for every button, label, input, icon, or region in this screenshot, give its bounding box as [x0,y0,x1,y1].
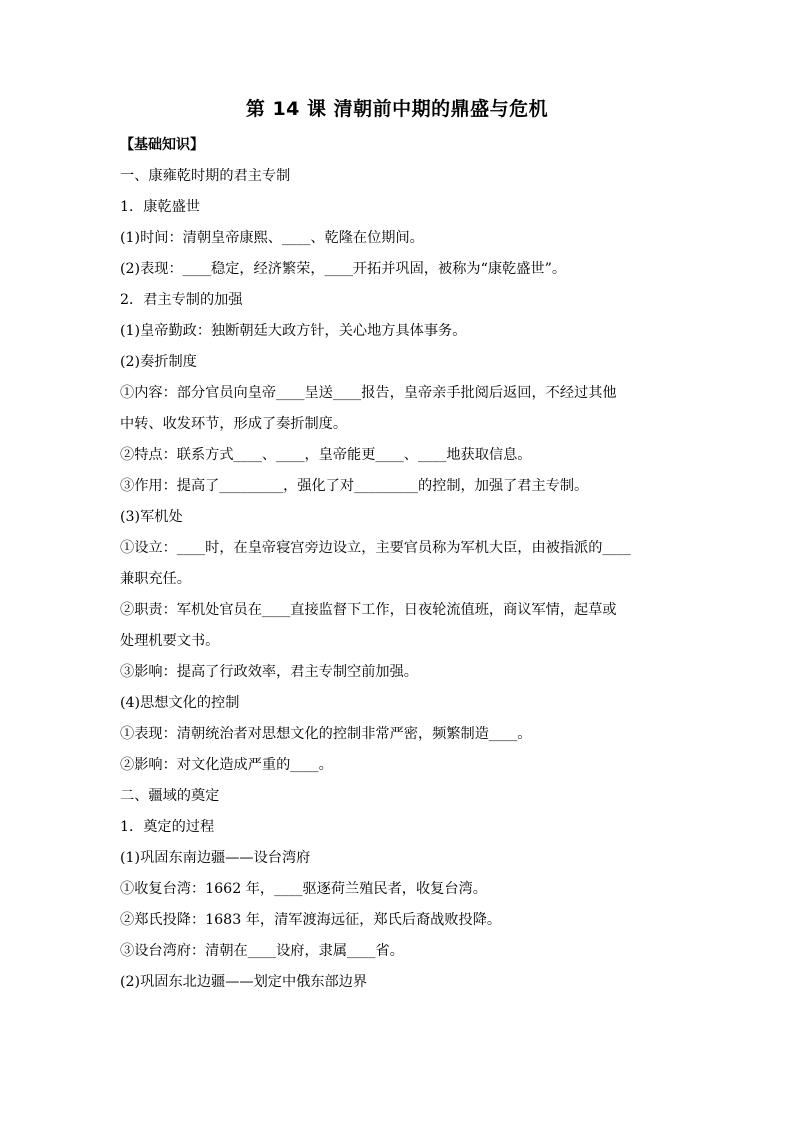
text-line: 处理机要文书。 [120,633,220,649]
text-line: ②郑氏投降：1683 年，清军渡海远征，郑氏后裔战败投降。 [120,912,502,928]
text-line: 1．康乾盛世 [120,199,200,215]
document-title: 第 14 课 清朝前中期的鼎盛与危机 [245,98,549,120]
text-line: ①内容：部分官员向皇帝____呈送____报告，皇帝亲手批阅后返回，不经过其他 [120,385,617,401]
text-line: ②职责：军机处官员在____直接监督下工作，日夜轮流值班，商议军情，起草或 [120,602,617,618]
text-line: (2)巩固东北边疆——划定中俄东部边界 [120,974,368,990]
section-heading: 【基础知识】 [120,137,204,153]
text-line: ①收复台湾：1662 年，____驱逐荷兰殖民者，收复台湾。 [120,881,487,897]
text-line: 2．君主专制的加强 [120,292,243,308]
text-line: 二、疆域的奠定 [120,788,220,804]
text-line: ③影响：提高了行政效率，君主专制空前加强。 [120,664,418,680]
text-line: (4)思想文化的控制 [120,695,240,711]
text-line: 一、康雍乾时期的君主专制 [120,168,291,184]
text-line: (2)表现：____稳定，经济繁荣，____开拓并巩固，被称为“康乾盛世”。 [120,261,567,277]
document-body [120,130,680,998]
text-line: ③设台湾府：清朝在____设府，隶属____省。 [120,943,404,959]
text-line: (2)奏折制度 [120,354,197,370]
text-line: 1．奠定的过程 [120,819,215,835]
text-line: (1)时间：清朝皇帝康熙、____、乾隆在位期间。 [120,230,424,246]
text-line: (1)巩固东南边疆——设台湾府 [120,850,311,866]
text-line: ①表现：清朝统治者对思想文化的控制非常严密，频繁制造____。 [120,726,532,742]
text-line: 中转、收发环节，形成了奏折制度。 [120,416,348,432]
text-line: 兼职充任。 [120,571,191,587]
text-line: (3)军机处 [120,509,183,525]
text-line: ②特点：联系方式____、____，皇帝能更____、____地获取信息。 [120,447,532,463]
text-line: ②影响：对文化造成严重的____。 [120,757,333,773]
text-line: ①设立：____时，在皇帝寝宫旁边设立，主要官员称为军机大臣，由被指派的____ [120,540,631,556]
text-line: ③作用：提高了_________，强化了对_________的控制，加强了君主专制。 [120,478,589,494]
text-line: (1)皇帝勤政：独断朝廷大政方针，关心地方具体事务。 [120,323,467,339]
